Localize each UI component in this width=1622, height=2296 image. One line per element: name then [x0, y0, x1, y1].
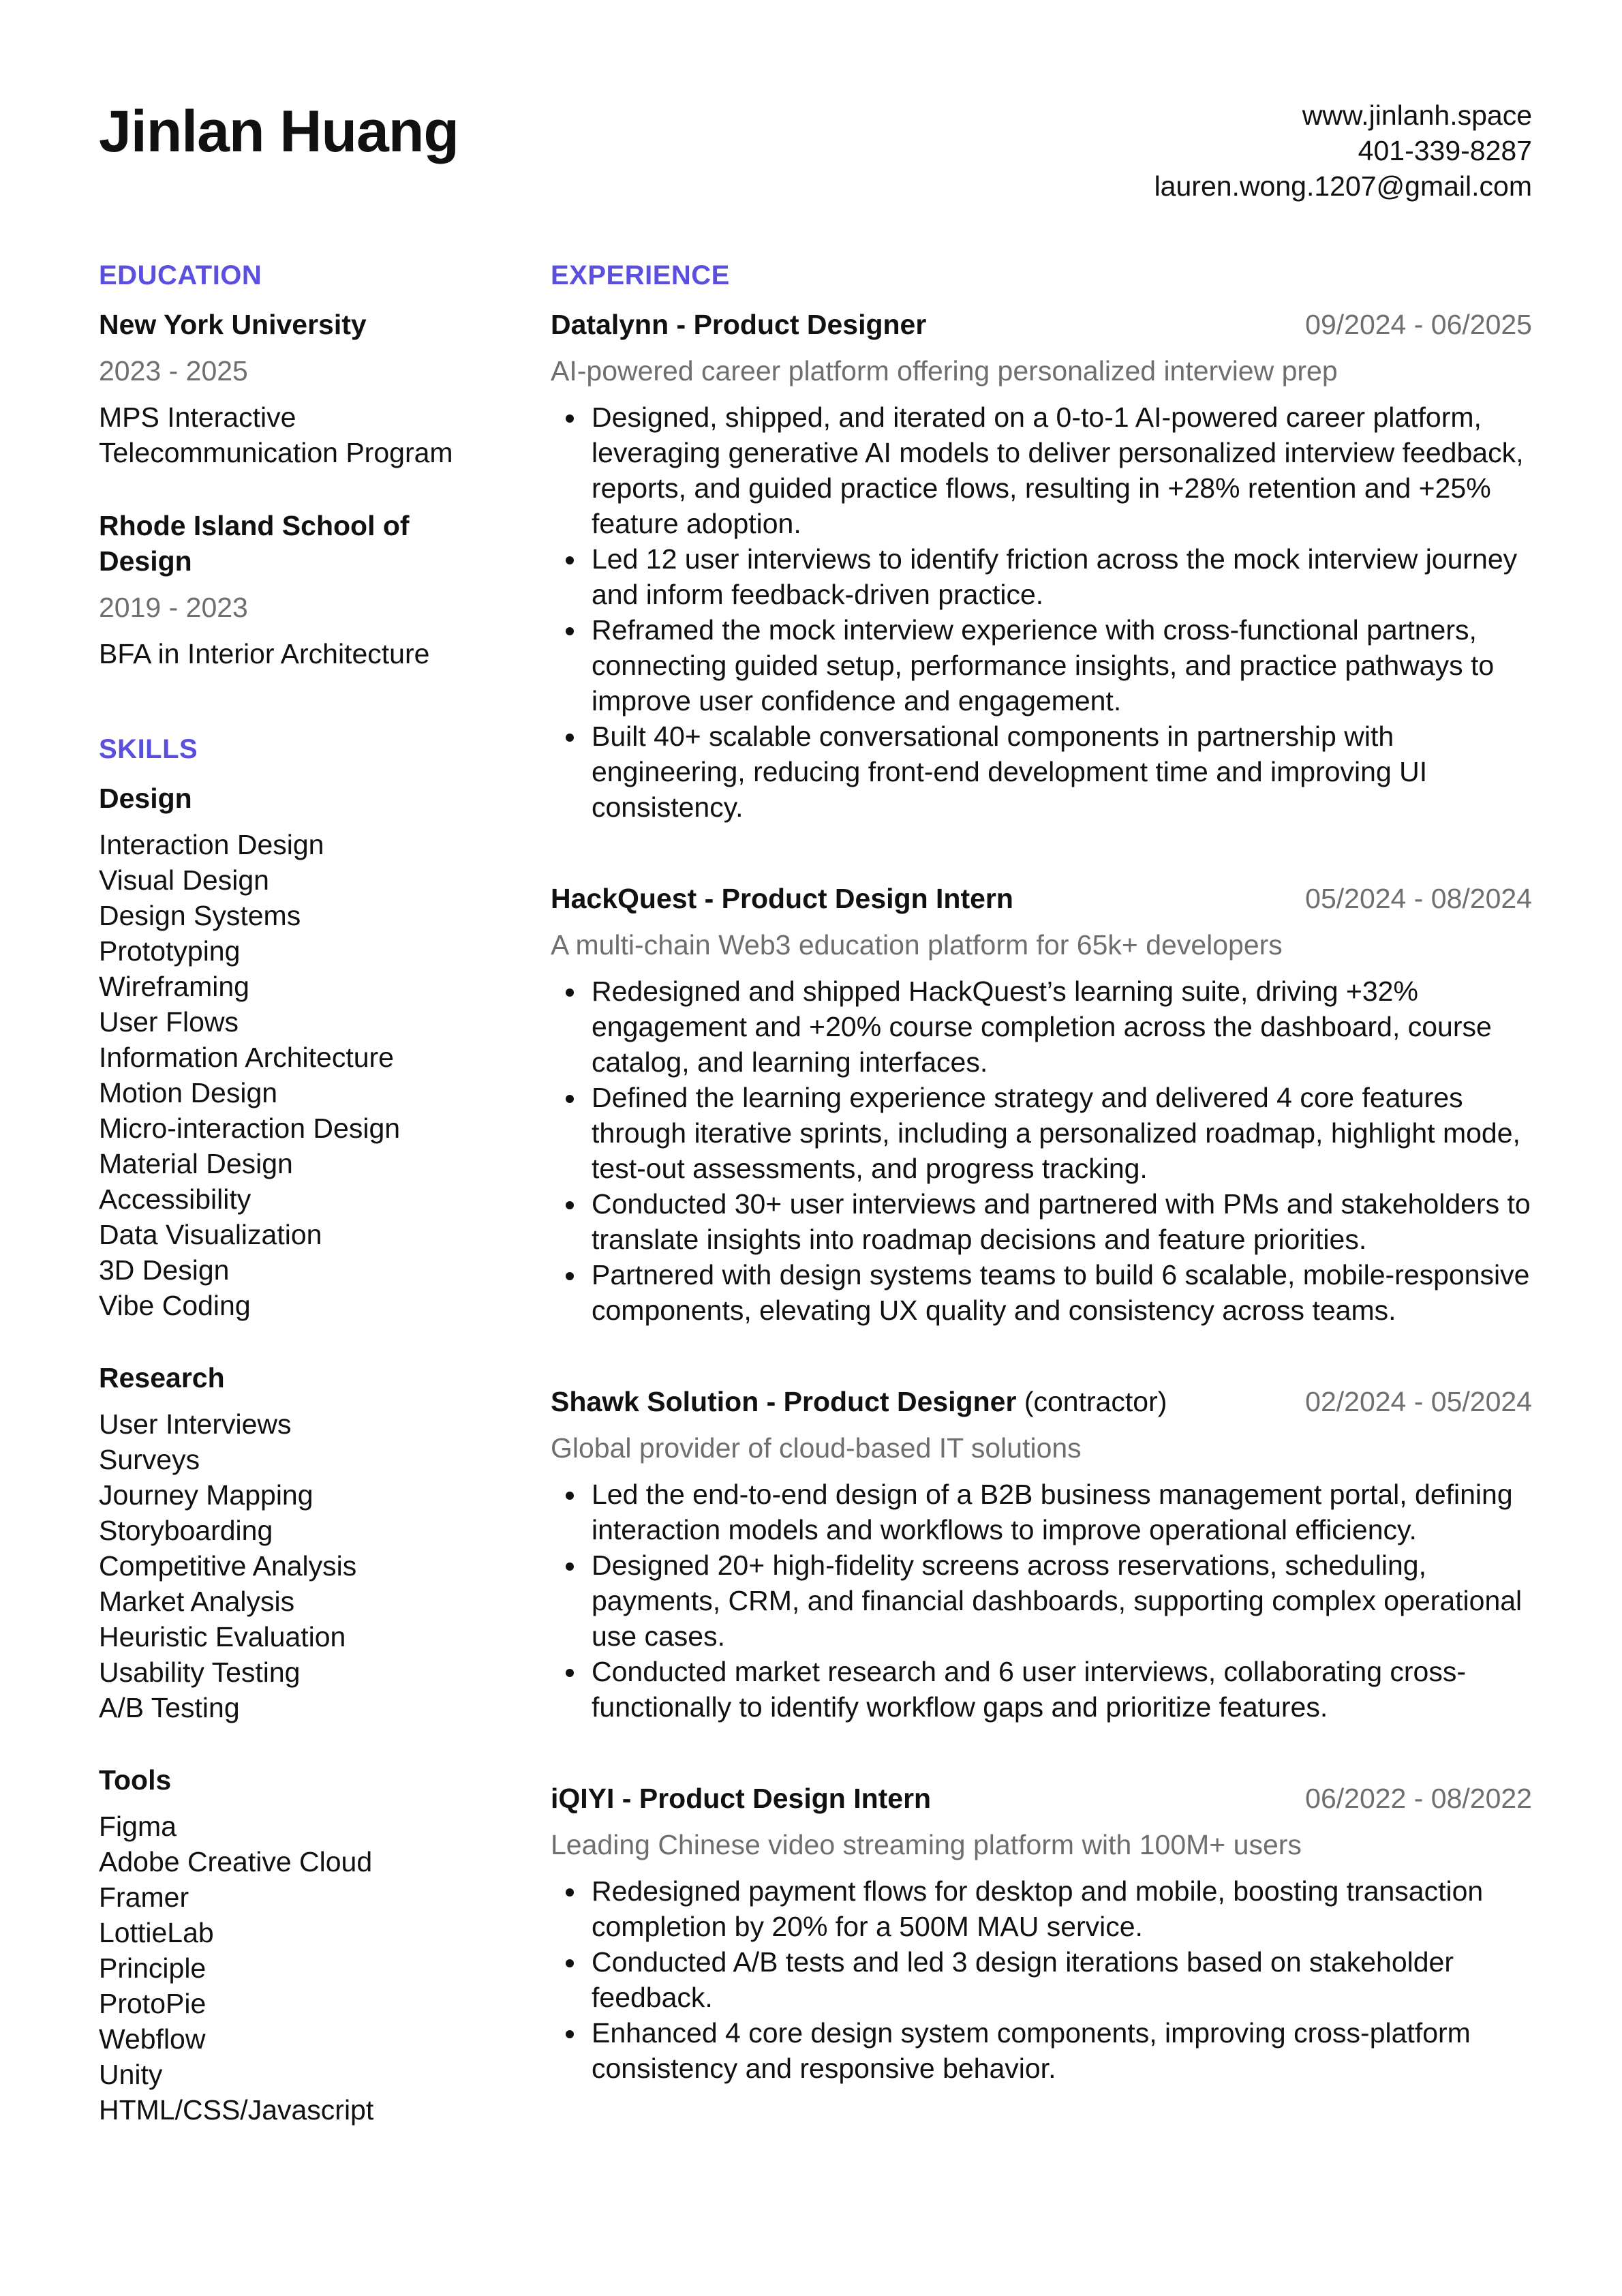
bullet-text: Defined the learning experience strategy and delivered 4 core features through iterative sprints, including a personalized roadmap, highlight mode, test-out assessments, and progress tracking. [592, 1082, 1520, 1184]
bullet-item [551, 719, 1532, 825]
skill-item: Principle [99, 1952, 206, 1984]
bullet-text: Partnered with design systems teams to build 6 scalable, mobile-responsive components, elevating UX quality and consistency across teams. [592, 1259, 1530, 1326]
bullet-text: Redesigned payment flows for desktop and mobile, boosting transaction completion by 20% for a 500M MAU service. [592, 1875, 1484, 1942]
contact-block [1154, 97, 1532, 204]
skill-item: Prototyping [99, 935, 241, 967]
company-description: Global provider of cloud-based IT solutions [551, 1432, 1082, 1464]
bullet-dot-icon [566, 2030, 574, 2038]
job-header [551, 881, 1532, 916]
skill-item: Visual Design [99, 864, 269, 896]
job-entry [551, 1781, 1532, 2086]
bullet-item [551, 1257, 1532, 1328]
education-heading: EDUCATION [99, 260, 262, 290]
bullet-dot-icon [566, 627, 574, 635]
skill-item: LottieLab [99, 1917, 214, 1948]
job-header [551, 1781, 1532, 1816]
company-description: A multi-chain Web3 education platform for 65k+ developers [551, 929, 1283, 961]
skill-item: A/B Testing [99, 1692, 240, 1723]
skill-item: Heuristic Evaluation [99, 1621, 346, 1652]
school-name: Rhode Island School of Design [99, 510, 410, 577]
skill-item: Usability Testing [99, 1657, 301, 1688]
school-name: New York University [99, 309, 367, 340]
education-item [99, 307, 508, 470]
skill-item: Micro-interaction Design [99, 1113, 401, 1144]
job-dates: 05/2024 - 08/2024 [1305, 883, 1532, 914]
bullet-dot-icon [566, 1562, 574, 1571]
education-list [99, 307, 508, 671]
bullet-item [551, 1547, 1532, 1654]
phone-number: 401-339-8287 [1358, 135, 1532, 166]
bullet-dot-icon [566, 556, 574, 564]
skill-item: Wireframing [99, 971, 249, 1002]
bullet-text: Conducted market research and 6 user interviews, collaborating cross-functionally to identify workflow gaps and prioritize features. [592, 1656, 1466, 1723]
skill-item: Framer [99, 1882, 189, 1913]
job-bullets [551, 399, 1532, 825]
experience-list [551, 307, 1532, 2086]
candidate-name: Jinlan Huang [99, 99, 459, 164]
job-bullets [551, 973, 1532, 1328]
job-note: (contractor) [1016, 1386, 1167, 1417]
bullet-text: Conducted 30+ user interviews and partnered with PMs and stakeholders to translate insights into roadmap decisions and feature priorities. [592, 1188, 1531, 1255]
bullet-dot-icon [566, 1669, 574, 1677]
company-description: Leading Chinese video streaming platform with 100M+ users [551, 1829, 1302, 1860]
bullet-text: Redesigned and shipped HackQuest’s learning suite, driving +32% engagement and +20% course completion across the dashboard, course catalog, and learning interfaces. [592, 976, 1492, 1078]
skill-item: Webflow [99, 2023, 206, 2055]
skills-heading: SKILLS [99, 734, 198, 764]
bullet-dot-icon [566, 988, 574, 997]
skill-group-research [99, 1360, 508, 1725]
skill-item: Adobe Creative Cloud [99, 1846, 373, 1877]
bullet-item [551, 1873, 1532, 1944]
skill-item: Motion Design [99, 1077, 278, 1108]
bullet-item [551, 1944, 1532, 2015]
website-link[interactable]: www.jinlanh.space [1302, 100, 1532, 131]
skill-item: Accessibility [99, 1183, 251, 1215]
bullet-dot-icon [566, 1959, 574, 1967]
job-header [551, 1384, 1532, 1419]
skill-item: User Interviews [99, 1408, 292, 1440]
job-dates: 09/2024 - 06/2025 [1305, 309, 1532, 340]
bullet-text: Conducted A/B tests and led 3 design iterations based on stakeholder feedback. [592, 1946, 1454, 2013]
bullet-dot-icon [566, 1888, 574, 1897]
bullet-item [551, 2015, 1532, 2086]
skill-group-title: Research [99, 1362, 225, 1393]
job-dates: 02/2024 - 05/2024 [1305, 1386, 1532, 1417]
skill-item: Competitive Analysis [99, 1550, 357, 1582]
skill-item: Surveys [99, 1444, 200, 1475]
skill-item: Material Design [99, 1148, 293, 1179]
bullet-text: Built 40+ scalable conversational components in partnership with engineering, reducing front-end development time and improving UI consistency. [592, 721, 1428, 823]
bullet-dot-icon [566, 1095, 574, 1103]
experience-heading: EXPERIENCE [551, 260, 730, 290]
bullet-text: Designed 20+ high-fidelity screens across reservations, scheduling, payments, CRM, and financial dashboards, supporting complex operational use cases. [592, 1550, 1522, 1652]
skill-group-tools [99, 1762, 508, 2128]
degree-name: BFA in Interior Architecture [99, 638, 430, 669]
bullet-item [551, 541, 1532, 612]
skill-item: 3D Design [99, 1254, 230, 1286]
skill-group-title: Tools [99, 1764, 172, 1796]
skill-item: Information Architecture [99, 1042, 394, 1073]
bullet-dot-icon [566, 1201, 574, 1209]
skill-item: Design Systems [99, 900, 301, 931]
skill-item: Figma [99, 1811, 177, 1842]
job-title: Datalynn - Product Designer [551, 309, 927, 340]
skill-item: Interaction Design [99, 829, 324, 860]
bullet-item [551, 1477, 1532, 1547]
bullet-item [551, 612, 1532, 719]
job-header [551, 307, 1532, 342]
bullet-item [551, 399, 1532, 541]
job-entry [551, 881, 1532, 1328]
job-bullets [551, 1873, 1532, 2086]
bullet-text: Led the end-to-end design of a B2B business management portal, defining interaction models and workflows to improve operational efficiency. [592, 1479, 1513, 1545]
bullet-dot-icon [566, 414, 574, 423]
skill-item: Storyboarding [99, 1515, 273, 1546]
bullet-item [551, 1186, 1532, 1257]
bullet-item [551, 973, 1532, 1080]
company-description: AI-powered career platform offering personalized interview prep [551, 355, 1338, 387]
email-link[interactable]: lauren.wong.1207@gmail.com [1154, 170, 1532, 202]
bullet-item [551, 1080, 1532, 1186]
bullet-text: Reframed the mock interview experience with cross-functional partners, connecting guided setup, performance insights, and practice pathways to improve user confidence and engagement. [592, 614, 1495, 716]
skill-group-design [99, 781, 508, 1323]
bullet-dot-icon [566, 734, 574, 742]
right-column [551, 258, 1532, 2142]
skill-item: Vibe Coding [99, 1290, 251, 1321]
skill-item: ProtoPie [99, 1988, 206, 2019]
education-years: 2023 - 2025 [99, 355, 248, 387]
skill-item: Data Visualization [99, 1219, 322, 1250]
skill-item: User Flows [99, 1006, 239, 1038]
bullet-text: Designed, shipped, and iterated on a 0-to-1 AI-powered career platform, leveraging generative AI models to deliver personalized interview feedback, reports, and guided practice flows, resulting in +28% retention and +25% feature adoption. [592, 402, 1524, 539]
job-entry [551, 1384, 1532, 1725]
degree-name: MPS Interactive Telecommunication Program [99, 402, 453, 468]
skill-item: HTML/CSS/Javascript [99, 2094, 374, 2126]
skill-item: Market Analysis [99, 1586, 295, 1617]
bullet-text: Led 12 user interviews to identify friction across the mock interview journey and inform feedback-driven practice. [592, 543, 1518, 610]
bullet-text: Enhanced 4 core design system components, improving cross-platform consistency and responsive behavior. [592, 2017, 1471, 2084]
skills-list [99, 781, 508, 2128]
skill-group-title: Design [99, 783, 192, 814]
skill-item: Unity [99, 2059, 163, 2090]
bullet-dot-icon [566, 1492, 574, 1500]
job-dates: 06/2022 - 08/2022 [1305, 1783, 1532, 1814]
bullet-dot-icon [566, 1272, 574, 1280]
skill-item: Journey Mapping [99, 1479, 313, 1511]
education-years: 2019 - 2023 [99, 592, 248, 623]
job-title: HackQuest - Product Design Intern [551, 883, 1013, 914]
bullet-item [551, 1654, 1532, 1725]
job-title: iQIYI - Product Design Intern [551, 1783, 932, 1814]
job-entry [551, 307, 1532, 825]
job-bullets [551, 1477, 1532, 1725]
job-title: Shawk Solution - Product Designer [551, 1386, 1017, 1417]
skills-section [99, 731, 508, 2128]
education-item [99, 508, 508, 671]
left-column [99, 258, 508, 2164]
